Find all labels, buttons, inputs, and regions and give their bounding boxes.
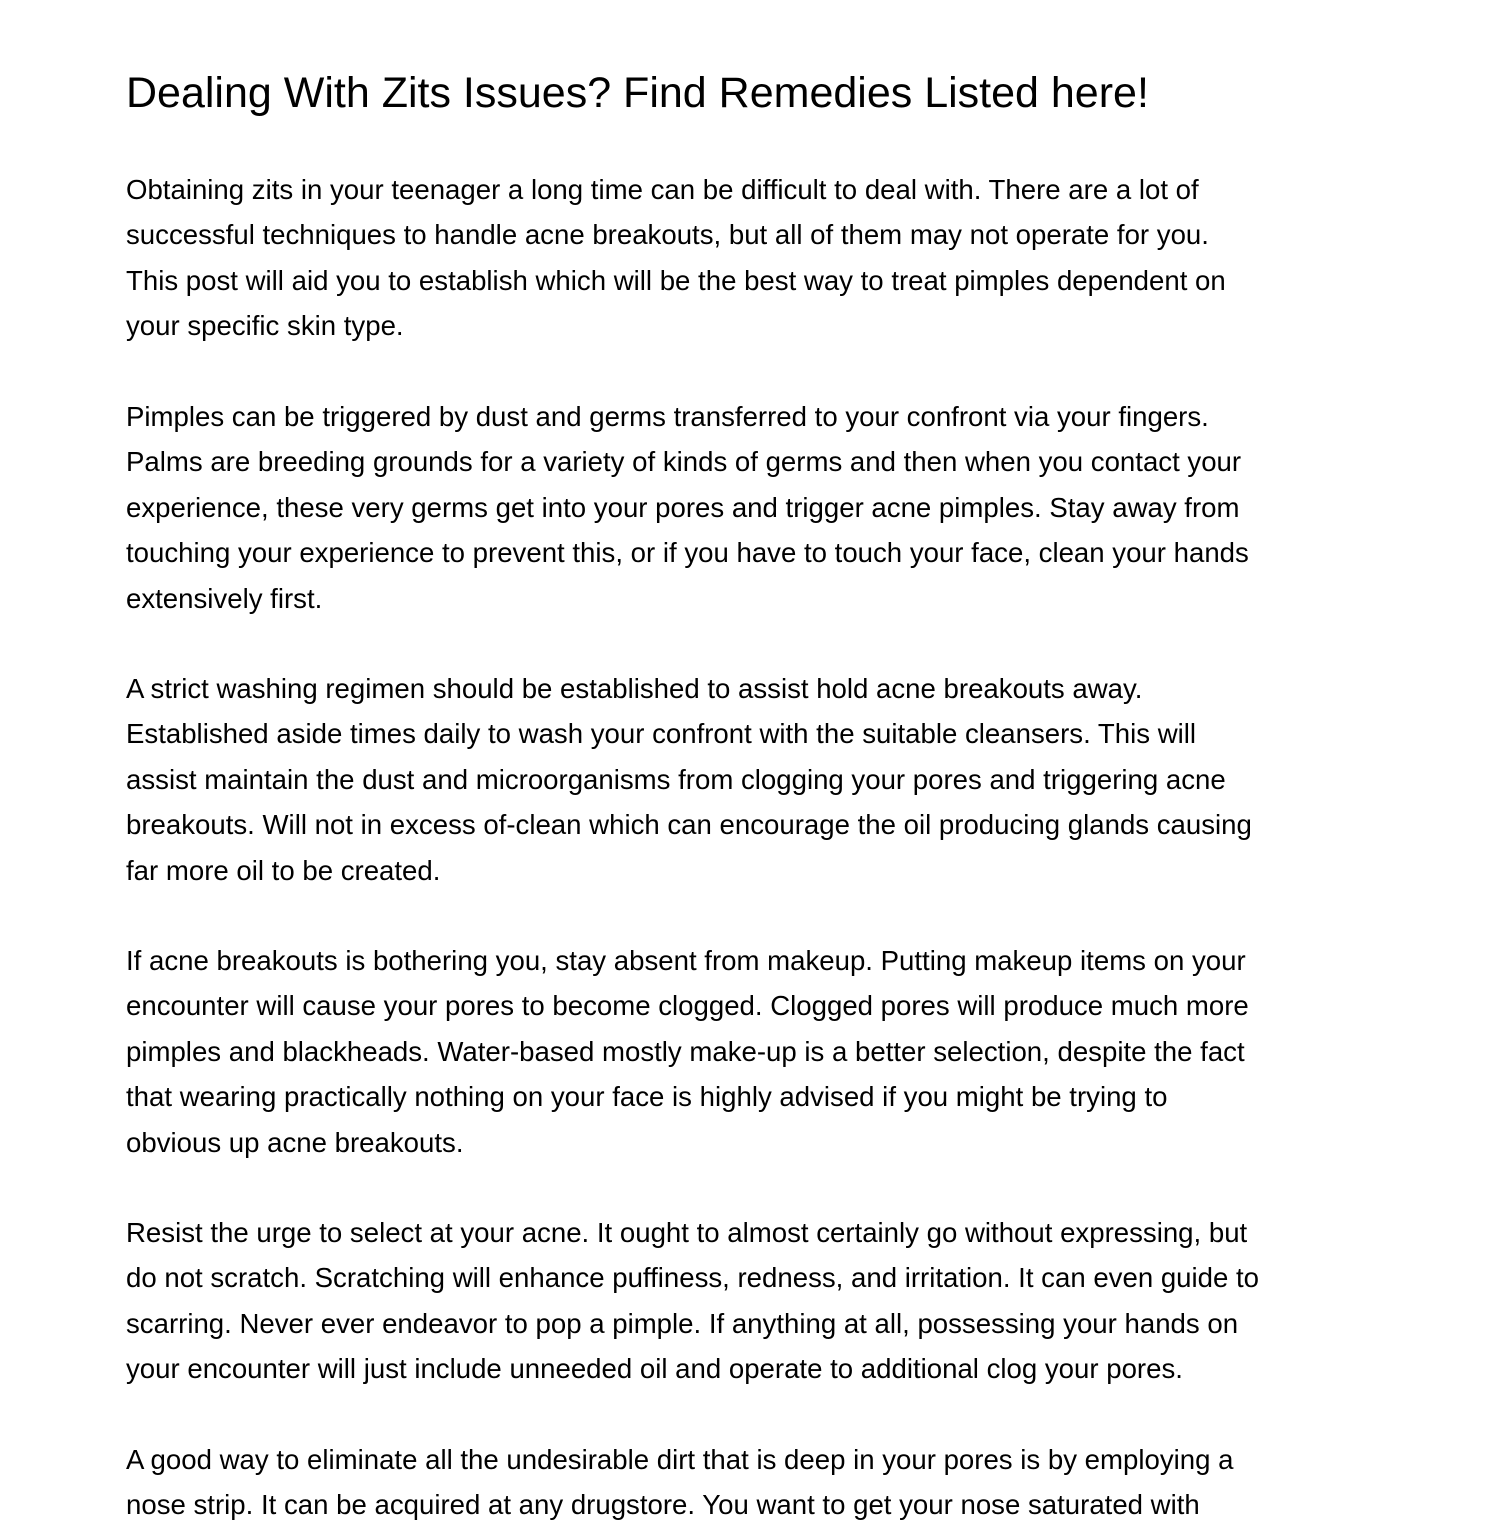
paragraph-line: do not scratch. Scratching will enhance puffiness, redness, and irritation. It can even guide to: [126, 1262, 1260, 1294]
paragraph-1: [126, 167, 1226, 349]
paragraph-line: scarring. Never ever endeavor to pop a pimple. If anything at all, possessing your hands on: [126, 1307, 1239, 1339]
paragraph-line: far more oil to be created.: [126, 854, 441, 886]
paragraph-6: [126, 1437, 1233, 1528]
paragraph-line: nose strip. It can be acquired at any drugstore. You want to get your nose saturated with: [126, 1489, 1200, 1521]
paragraph-line: pimples and blackheads. Water-based mostly make-up is a better selection, despite the fact: [126, 1035, 1245, 1067]
paragraph-line: your specific skin type.: [126, 310, 404, 342]
paragraph-line: Obtaining zits in your teenager a long time can be difficult to deal with. There are a lot of: [126, 174, 1199, 205]
paragraph-line: touching your experience to prevent this, or if you have to touch your face, clean your hands: [126, 537, 1249, 569]
paragraph-line: Resist the urge to select at your acne. It ought to almost certainly go without expressing, but: [126, 1217, 1248, 1248]
paragraph-line: breakouts. Will not in excess of-clean which can encourage the oil producing glands causing: [126, 809, 1252, 841]
paragraph-2: [126, 394, 1249, 621]
paragraph-line: Pimples can be triggered by dust and germs transferred to your confront via your fingers.: [126, 401, 1209, 432]
paragraph-line: extensively first.: [126, 582, 323, 614]
paragraph-line: obvious up acne breakouts.: [126, 1126, 464, 1158]
paragraph-5: [126, 1210, 1259, 1392]
document-body: [126, 66, 1376, 1521]
paragraph-line: encounter will cause your pores to become clogged. Clogged pores will produce much more: [126, 990, 1249, 1022]
paragraph-line: If acne breakouts is bothering you, stay absent from makeup. Putting makeup items on your: [126, 945, 1246, 976]
paragraph-line: Established aside times daily to wash your confront with the suitable cleansers. This will: [126, 718, 1197, 750]
paragraph-4: [126, 938, 1249, 1165]
page-title: Dealing With Zits Issues? Find Remedies Listed here!: [126, 69, 1149, 117]
paragraph-line: A strict washing regimen should be established to assist hold acne breakouts away.: [126, 673, 1143, 704]
paragraph-line: A good way to eliminate all the undesirable dirt that is deep in your pores is by employing a: [126, 1444, 1234, 1475]
paragraph-line: Palms are breeding grounds for a variety of kinds of germs and then when you contact your: [126, 446, 1242, 478]
paragraph-3: [126, 666, 1252, 893]
paragraph-line: your encounter will just include unneeded oil and operate to additional clog your pores.: [126, 1353, 1183, 1385]
paragraph-line: This post will aid you to establish which will be the best way to treat pimples dependent on: [126, 264, 1226, 296]
paragraph-line: successful techniques to handle acne breakouts, but all of them may not operate for you.: [126, 219, 1209, 251]
paragraph-line: assist maintain the dust and microorganisms from clogging your pores and triggering acne: [126, 763, 1226, 795]
paragraph-line: experience, these very germs get into your pores and trigger acne pimples. Stay away from: [126, 491, 1240, 523]
paragraph-line: that wearing practically nothing on your face is highly advised if you might be trying to: [126, 1081, 1168, 1113]
